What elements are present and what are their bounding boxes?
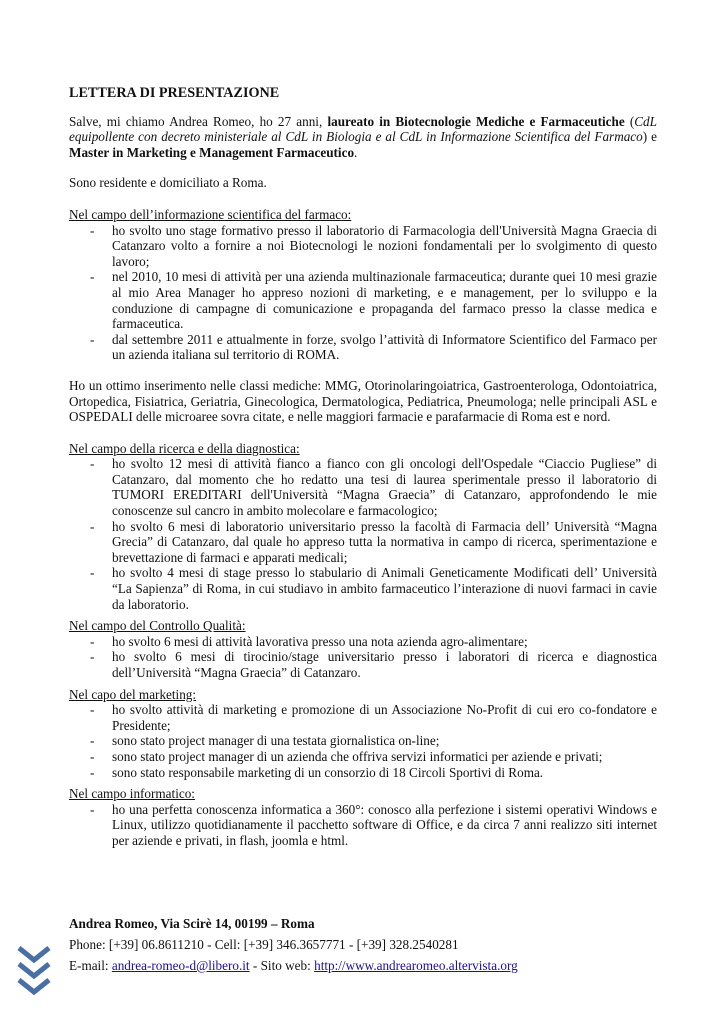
- intro-text-end: .: [354, 144, 358, 160]
- list-item: [69, 519, 657, 566]
- list-item: [69, 565, 657, 612]
- chevron-stroke: [19, 948, 49, 960]
- email-link[interactable]: andrea-romeo-d@libero.it: [111, 958, 250, 973]
- list-item-text: nel 2010, 10 mesi di attività per una azienda multinazionale farmaceutica; durante quei 10 mesi grazie al mio Area Manager ho appreso nozioni di marketing, e e management, per lo sviluppo e la conduzione di campagne di comunicazione e propaganda del farmaco presso la classe medica e farmaceutica.: [112, 269, 657, 332]
- chevron-stroke: [19, 964, 49, 976]
- intro-paragraph: [69, 114, 657, 161]
- website-link[interactable]: http://www.andrearomeo.altervista.org: [314, 958, 518, 973]
- list-item: [69, 765, 657, 781]
- triple-chevron-down-icon: [16, 944, 52, 996]
- residence-paragraph: Sono residente e domiciliato a Roma.: [69, 175, 267, 191]
- email-label: E-mail:: [69, 958, 112, 973]
- list-item-text: ho svolto uno stage formativo presso il laboratorio di Farmacologia dell'Università Magna Graecia di Catanzaro volto a fornire a noi Biotecnologi le nozioni fondamentali per lo svolgimento di questo lavoro;: [112, 222, 657, 269]
- bullet-dash: -: [90, 702, 95, 718]
- list-item-text: ho svolto 6 mesi di attività lavorativa presso una nota azienda agro-alimentare;: [112, 633, 528, 649]
- list-item-text: ho svolto 6 mesi di laboratorio universitario presso la facoltà di Farmacia dell’ Università “Magna Grecia” di Catanzaro, dal quale ho appreso tutta la normativa in campo di ricerca, sperimentazione e brevettazione di farmaci e apparati medicali;: [112, 518, 657, 565]
- list-item-text: ho svolto 4 mesi di stage presso lo stabulario di Animali Geneticamente Modificati dell’ Università “La Sapienza” di Roma, in cui studiavo in ambito farmaceutico l’interazione di nuovi farmaci in cavie da laboratorio.: [112, 565, 657, 612]
- section-heading-research: Nel campo della ricerca e della diagnostica:: [69, 440, 300, 456]
- intro-text: Salve, mi chiamo Andrea Romeo, ho 27 anni,: [69, 113, 328, 129]
- list-item-text: dal settembre 2011 e attualmente in forze, svolgo l’attività di Informatore Scientifico del Farmaco per un azienda italiana sul territorio di ROMA.: [112, 331, 657, 363]
- list-item: [69, 802, 657, 849]
- list-item-text: ho svolto 6 mesi di tirocinio/stage universitario presso i laboratori di ricerca e diagnostica dell’Università “Magna Graecia” di Catanzaro.: [112, 649, 657, 680]
- section-list-research: [69, 456, 657, 612]
- list-item-text: sono stato project manager di un azienda che offriva servizi informatici per aziende e privati;: [112, 748, 603, 764]
- section-heading-info: Nel campo dell’informazione scientifica del farmaco:: [69, 206, 352, 222]
- list-item: [69, 269, 657, 331]
- list-item-text: ho una perfetta conoscenza informatica a 360°: conosco alla perfezione i sistemi operativi Windows e Linux, utilizzo quotidianamente il pacchetto software di Office, e da circa 7 anni realizzo siti internet per aziende e privati, in flash, joomla e html.: [112, 801, 657, 848]
- contact-email-web: [69, 955, 669, 976]
- contact-phone: Phone: [+39] 06.8611210 - Cell: [+39] 346.3657771 - [+39] 328.2540281: [69, 937, 459, 952]
- bullet-dash: -: [90, 269, 95, 285]
- list-item-text: ho svolto 12 mesi di attività fianco a fianco con gli oncologi dell'Ospedale “Ciaccio Pugliese” di Catanzaro, dal momento che ho redatto una tesi di laurea sperimentale presso il laboratorio di TUMORI EREDITARI dell'Università “Magna Graecia” di Catanzaro, approfondendo le mie conoscenze sul cancro in ambito molecolare e farmacologico;: [112, 456, 657, 519]
- master-text: Master in Marketing e Management Farmaceutico: [69, 144, 355, 160]
- section-heading-marketing: Nel capo del marketing:: [69, 686, 197, 702]
- contact-footer: [69, 913, 669, 976]
- bullet-dash: -: [90, 801, 95, 817]
- list-item: [69, 456, 657, 518]
- bullet-dash: -: [90, 518, 95, 534]
- bullet-dash: -: [90, 331, 95, 347]
- bullet-dash: -: [90, 456, 95, 472]
- section-heading-it: Nel campo informatico:: [69, 786, 195, 802]
- degree-text: laureato in Biotecnologie Mediche e Farmaceutiche: [327, 113, 625, 129]
- degree-equivalence-note: CdL equipollente con decreto ministeriale al CdL in Biologia e al CdL in Informazione Scientifica del Farmaco: [69, 113, 657, 145]
- bullet-dash: -: [90, 565, 95, 581]
- site-label: - Sito web:: [249, 958, 315, 973]
- medical-classes-paragraph: Ho un ottimo inserimento nelle classi mediche: MMG, Otorinolaringoiatrica, Gastroenterologa, Odontoiatrica, Ortopedica, Fisiatrica, Geriatria, Ginecologica, Dermatologica, Pediatrica, Pneumologa; nelle principali ASL e OSPEDALI delle microaree sovra citate, e nelle maggiori farmacie e parafarmacie di Roma est e nord.: [69, 377, 657, 425]
- section-list-info: [69, 223, 657, 363]
- chevron-stroke: [19, 980, 49, 992]
- list-item: [69, 223, 657, 270]
- contact-name-address: Andrea Romeo, Via Scirè 14, 00199 – Roma: [69, 916, 315, 931]
- list-item: [69, 649, 657, 680]
- list-item-text: sono stato project manager di una testata giornalistica on-line;: [112, 733, 440, 749]
- list-item: [69, 733, 657, 749]
- list-item: [69, 332, 657, 363]
- letter-body: [69, 86, 657, 849]
- bullet-dash: -: [90, 733, 95, 749]
- bullet-dash: -: [90, 764, 95, 780]
- list-item: [69, 702, 657, 733]
- list-item-text: sono stato responsabile marketing di un consorzio di 18 Circoli Sportivi di Roma.: [112, 764, 544, 780]
- intro-text-paren-open: (: [624, 113, 635, 129]
- section-list-quality: [69, 634, 657, 681]
- bullet-dash: -: [90, 633, 95, 649]
- list-item: [69, 749, 657, 765]
- section-list-marketing: [69, 702, 657, 780]
- list-item: [69, 634, 657, 650]
- section-heading-quality: Nel campo del Controllo Qualità:: [69, 618, 246, 634]
- bullet-dash: -: [90, 748, 95, 764]
- bullet-dash: -: [90, 649, 95, 665]
- intro-text-paren-close: ) e: [642, 129, 657, 145]
- list-item-text: ho svolto attività di marketing e promozione di un Associazione No-Profit di cui ero co-fondatore e Presidente;: [112, 702, 657, 733]
- section-list-it: [69, 802, 657, 849]
- page-title: LETTERA DI PRESENTAZIONE: [69, 85, 280, 101]
- bullet-dash: -: [90, 222, 95, 238]
